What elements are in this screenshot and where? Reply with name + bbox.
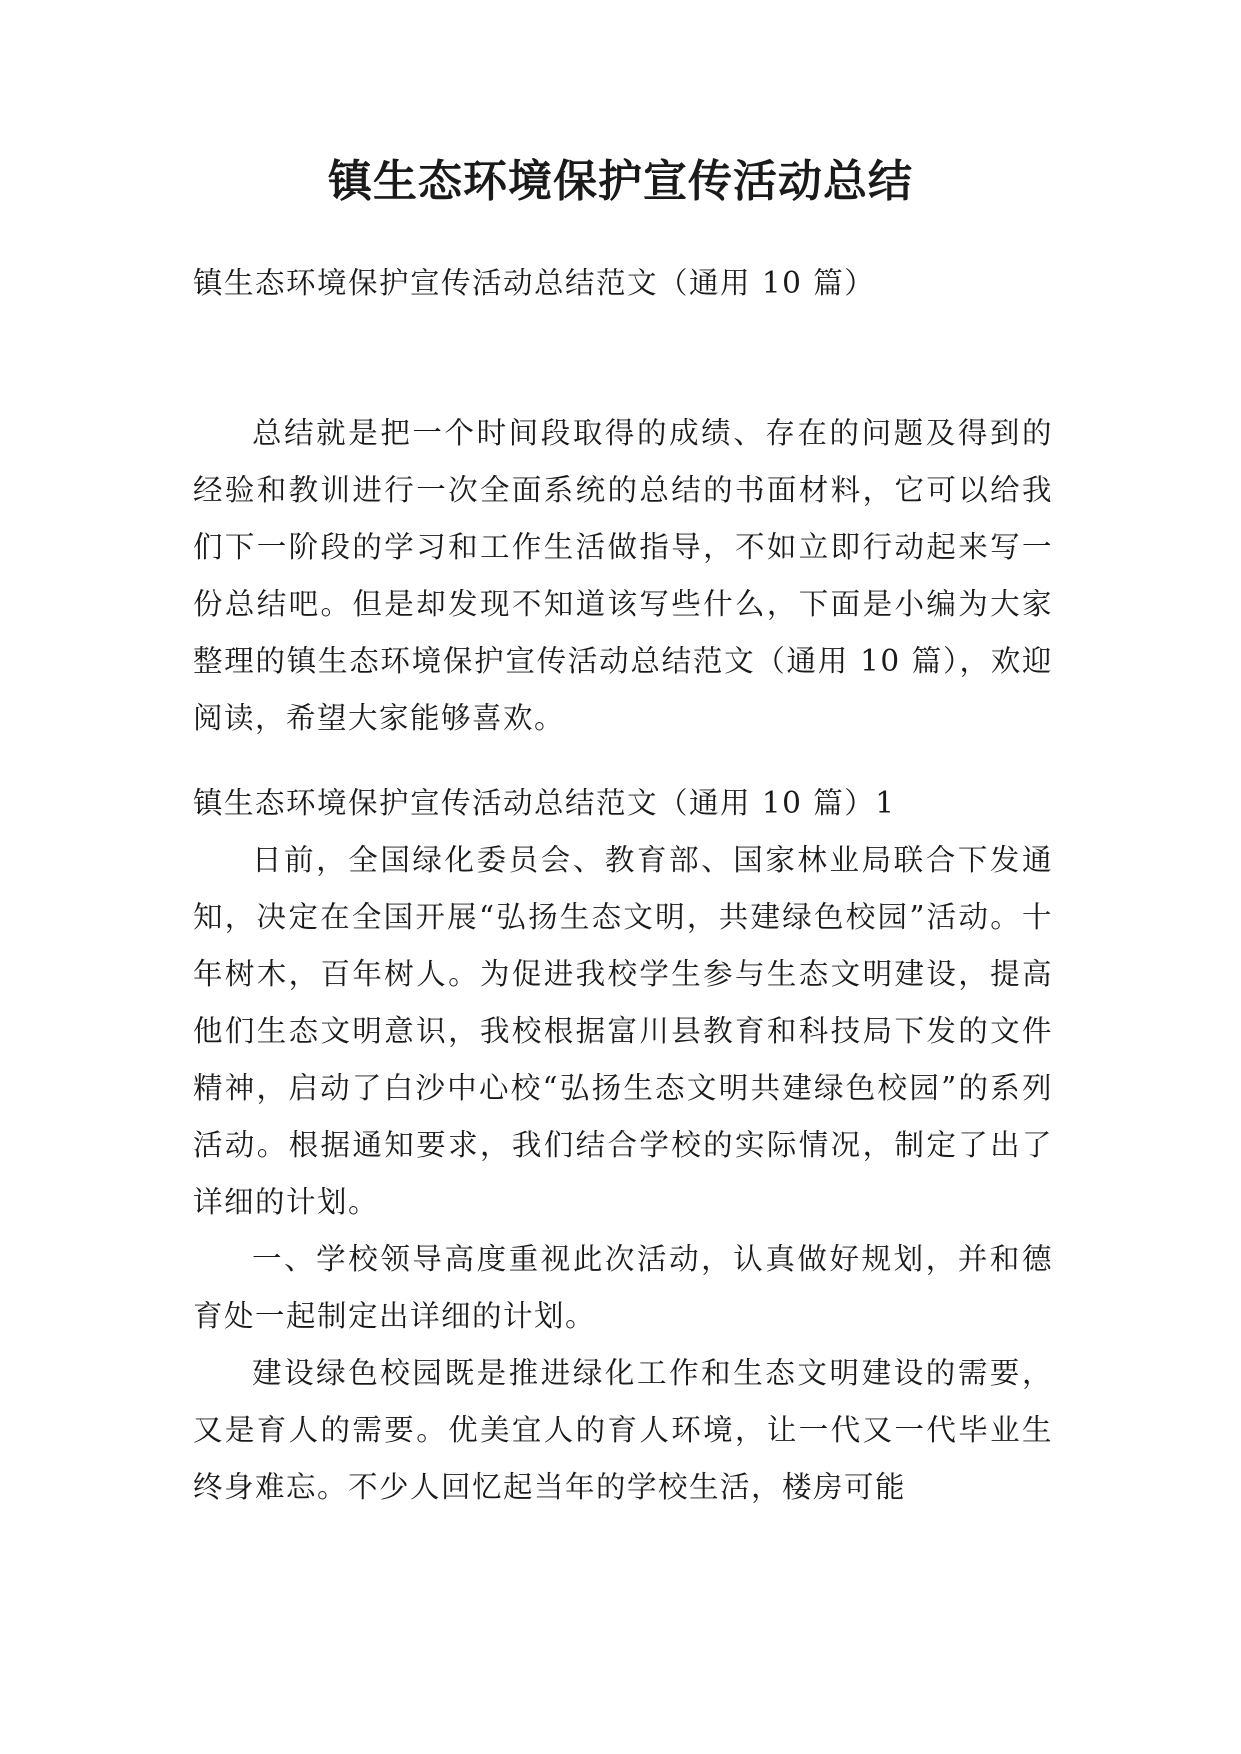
section-heading: 镇生态环境保护宣传活动总结范文（通用 10 篇）1 [193,786,896,820]
intro-paragraph: 总结就是把一个时间段取得的成绩、存在的问题及得到的经验和教训进行一次全面系统的总结的书面材料，它可以给我们下一阶段的学习和工作生活做指导，不如立即行动起来写一份总结吧。但是却发现不知道该写些什么，下面是小编为大家整理的镇生态环境保护宣传活动总结范文（通用 10 篇），欢迎阅读，希望大家能够喜欢。 [193,416,1053,735]
document-subtitle: 镇生态环境保护宣传活动总结范文（通用 10 篇） [193,266,876,300]
body-paragraph: 日前，全国绿化委员会、教育部、国家林业局联合下发通知，决定在全国开展“弘扬生态文明，共建绿色校园”活动。十年树木，百年树人。为促进我校学生参与生态文明建设，提高他们生态文明意识，我校根据富川县教育和科技局下发的文件精神，启动了白沙中心校“弘扬生态文明共建绿色校园”的系列活动。根据通知要求，我们结合学校的实际情况，制定了出了详细的计划。 [193,843,1053,1219]
body-paragraph: 一、学校领导高度重视此次活动，认真做好规划，并和德育处一起制定出详细的计划。 [193,1242,1053,1333]
body-paragraph: 建设绿色校园既是推进绿化工作和生态文明建设的需要，又是育人的需要。优美宜人的育人环境，让一代又一代毕业生终身难忘。不少人回忆起当年的学校生活，楼房可能 [193,1356,1053,1504]
document-title: 镇生态环境保护宣传活动总结 [328,156,913,207]
section-body [193,832,1053,1516]
